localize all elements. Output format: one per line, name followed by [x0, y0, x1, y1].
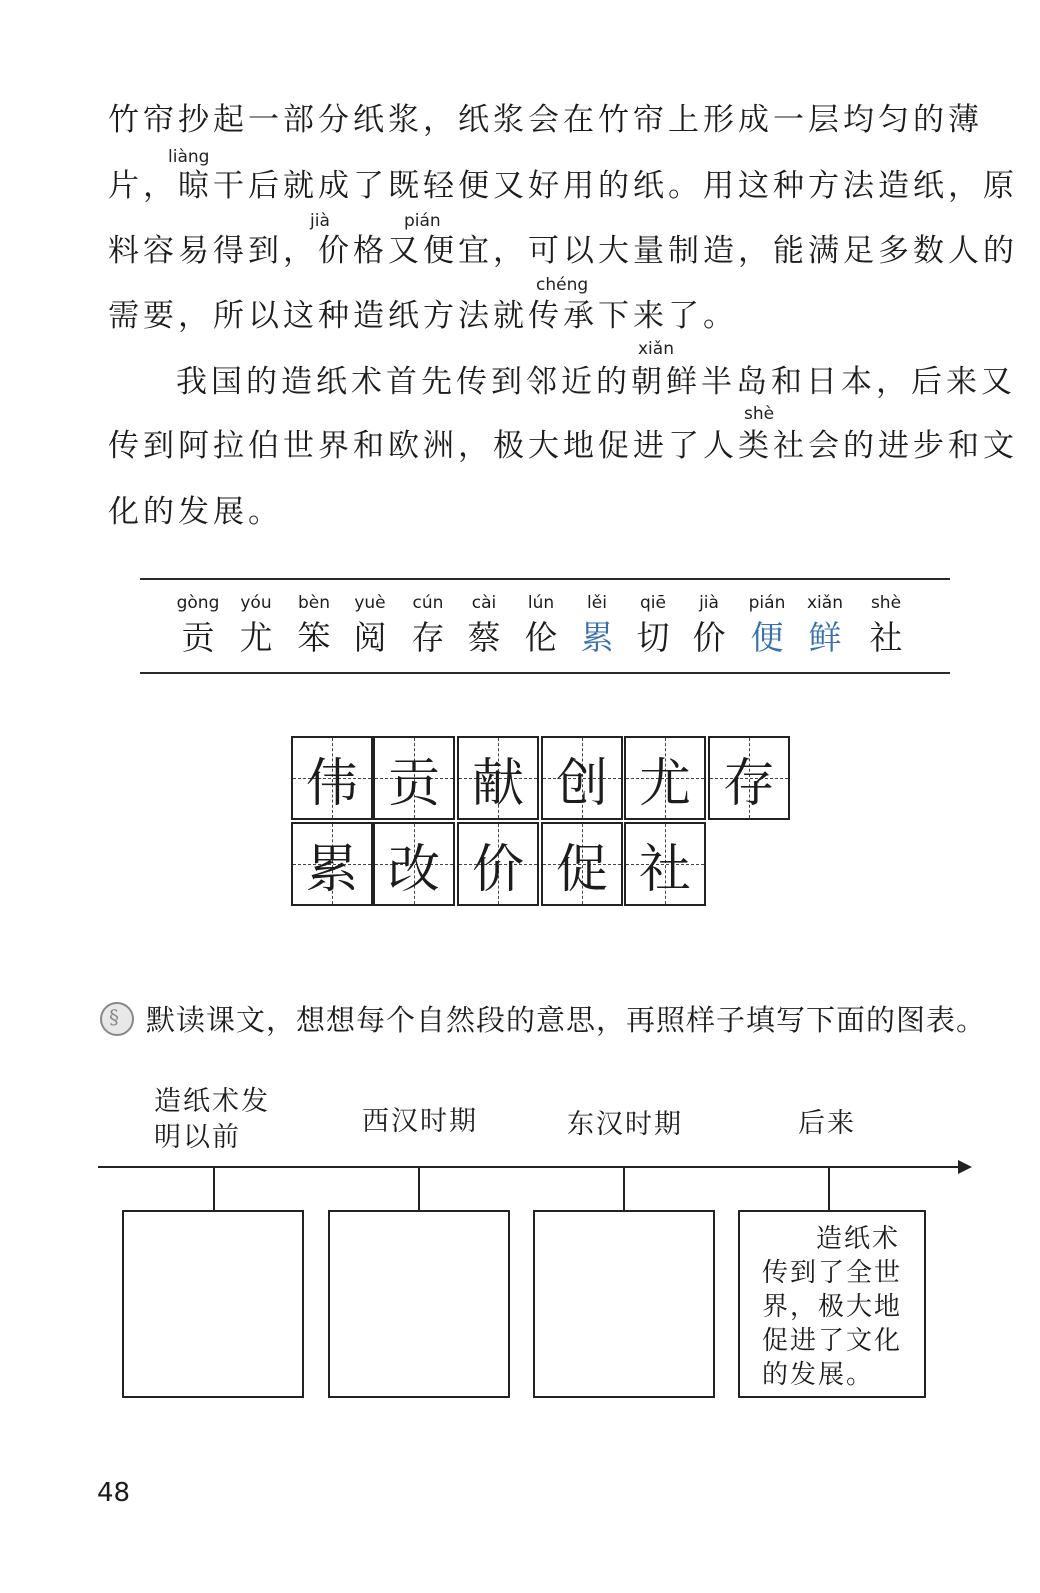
- vocab-pinyin: yuè: [354, 593, 386, 613]
- grid-char: 献: [471, 753, 524, 814]
- exercise-bullet-icon: [100, 1002, 134, 1036]
- vocab-item: [170, 592, 226, 662]
- vocab-item: [739, 592, 795, 662]
- timeline-tick: [213, 1167, 215, 1211]
- grid-char: 社: [638, 839, 691, 900]
- vocab-char: 鲜: [808, 618, 842, 657]
- vocab-char: 累: [580, 618, 614, 657]
- vocab-pinyin: lěi: [587, 593, 607, 613]
- example-line: 促进了文化: [762, 1326, 903, 1356]
- vocab-pinyin: xiǎn: [807, 593, 843, 613]
- grid-cell: [457, 736, 539, 820]
- grid-char: 伟: [305, 753, 358, 814]
- timeline-tick: [623, 1167, 625, 1211]
- passage-line: 我国的造纸术首先传到邻近的朝鲜半岛和日本，后来又: [176, 364, 1016, 400]
- vocab-item: [681, 592, 737, 662]
- grid-char: 贡: [387, 753, 440, 814]
- timeline-tick: [828, 1167, 830, 1211]
- pinyin-annotation: chéng: [536, 275, 589, 295]
- grid-cell: [541, 736, 623, 820]
- grid-cell: [624, 822, 706, 906]
- vocab-pinyin: yóu: [240, 593, 272, 613]
- vocab-char: 社: [869, 618, 903, 657]
- passage-line: 化的发展。: [108, 494, 283, 530]
- vocab-pinyin: bèn: [297, 593, 331, 613]
- pinyin-annotation: liàng: [168, 147, 210, 167]
- vocab-pinyin: qiē: [640, 593, 666, 613]
- vocab-item: [797, 592, 853, 662]
- vocab-char: 存: [411, 618, 445, 657]
- passage-line: 片，晾干后就成了既轻便又好用的纸。用这种方法造纸，原: [108, 168, 1018, 204]
- vocab-char: 价: [692, 618, 726, 657]
- vocab-char: 阅: [353, 618, 387, 657]
- pinyin-annotation: pián: [404, 211, 441, 231]
- pinyin-annotation: shè: [744, 404, 775, 424]
- example-line: 的发展。: [762, 1360, 875, 1390]
- answer-box[interactable]: [122, 1210, 304, 1398]
- vocab-item: [456, 592, 512, 662]
- grid-cell: [373, 736, 455, 820]
- grid-cell: [708, 736, 790, 820]
- timeline-tick: [418, 1167, 420, 1211]
- vocab-item: [569, 592, 625, 662]
- vocab-item: [625, 592, 681, 662]
- vocab-char: 伦: [524, 618, 558, 657]
- vocab-bottom-rule: [140, 672, 950, 674]
- grid-char: 尤: [638, 753, 691, 814]
- vocab-pinyin: jià: [699, 593, 719, 613]
- page-number: 48: [97, 1478, 131, 1508]
- passage-line: 料容易得到，价格又便宜，可以大量制造，能满足多数人的: [108, 233, 1018, 269]
- example-line: 界，极大地: [762, 1292, 903, 1322]
- answer-box[interactable]: [328, 1210, 510, 1398]
- vocab-pinyin: lún: [527, 593, 555, 613]
- passage-line: 传到阿拉伯世界和欧洲，极大地促进了人类社会的进步和文: [108, 428, 1018, 464]
- vocab-pinyin: gòng: [176, 593, 220, 613]
- timeline-label: 后来: [798, 1108, 856, 1139]
- exercise-instruction: [100, 998, 986, 1039]
- example-line: 传到了全世: [762, 1258, 903, 1288]
- pinyin-annotation: jià: [310, 211, 330, 231]
- example-line: 造纸术: [816, 1224, 901, 1254]
- vocab-pinyin: cún: [412, 593, 444, 613]
- example-box: [738, 1210, 926, 1398]
- timeline-axis: [98, 1166, 960, 1168]
- vocab-item: [342, 592, 398, 662]
- grid-char: 价: [471, 839, 524, 900]
- grid-cell: [291, 822, 373, 906]
- vocab-item: [513, 592, 569, 662]
- vocab-char: 尤: [239, 618, 273, 657]
- pinyin-annotation: xiǎn: [638, 339, 674, 359]
- answer-box[interactable]: [533, 1210, 715, 1398]
- grid-cell: [373, 822, 455, 906]
- grid-char: 促: [555, 839, 608, 900]
- grid-cell: [457, 822, 539, 906]
- vocab-top-rule: [140, 578, 950, 580]
- grid-char: 改: [387, 839, 440, 900]
- timeline-label: 东汉时期: [567, 1109, 683, 1140]
- grid-char: 累: [305, 839, 358, 900]
- timeline-label: 造纸术发: [154, 1086, 270, 1117]
- vocab-item: [400, 592, 456, 662]
- vocab-char: 切: [636, 618, 670, 657]
- vocab-pinyin: shè: [870, 593, 902, 613]
- vocab-item: [286, 592, 342, 662]
- instruction-text: 默读课文，想想每个自然段的意思，再照样子填写下面的图表。: [146, 1003, 987, 1037]
- vocab-char: 笨: [297, 618, 331, 657]
- vocab-item: [858, 592, 914, 662]
- vocab-pinyin: pián: [748, 593, 786, 613]
- vocab-item: [228, 592, 284, 662]
- timeline-arrow-icon: [958, 1160, 972, 1174]
- passage-line: 需要，所以这种造纸方法就传承下来了。: [108, 298, 738, 334]
- grid-cell: [624, 736, 706, 820]
- grid-cell: [541, 822, 623, 906]
- timeline-label: 西汉时期: [362, 1106, 478, 1137]
- grid-cell: [291, 736, 373, 820]
- vocab-char: 贡: [181, 618, 215, 657]
- vocab-char: 便: [750, 618, 784, 657]
- timeline-label: 明以前: [154, 1122, 241, 1153]
- passage-line: 竹帘抄起一部分纸浆，纸浆会在竹帘上形成一层均匀的薄: [108, 102, 983, 138]
- vocab-char: 蔡: [467, 618, 501, 657]
- vocab-pinyin: cài: [471, 593, 497, 613]
- grid-char: 存: [722, 753, 775, 814]
- grid-char: 创: [555, 753, 608, 814]
